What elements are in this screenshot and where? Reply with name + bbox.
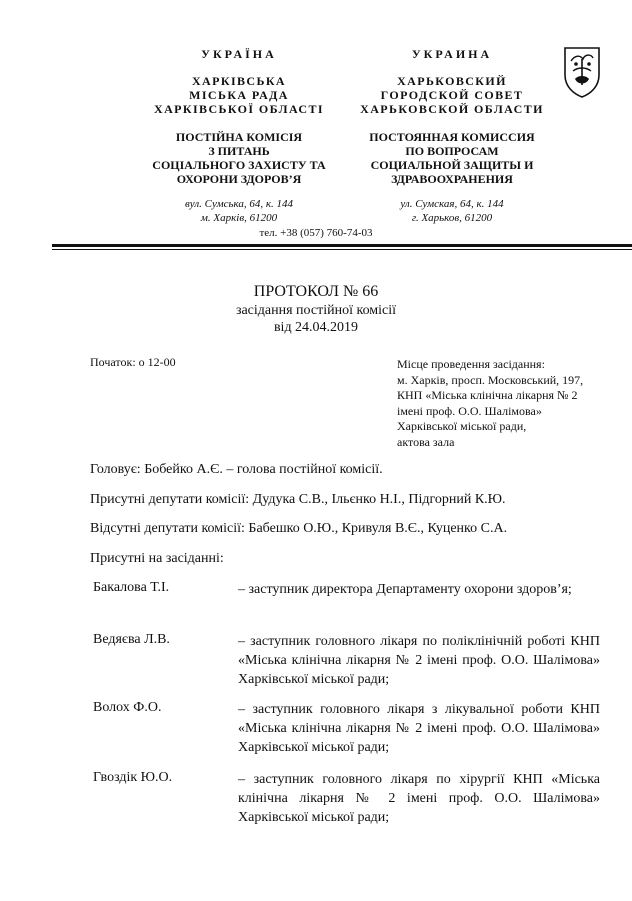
commission-line-4-ru: ЗДРАВООХРАНЕНИЯ <box>391 172 513 186</box>
venue-line-6: актова зала <box>397 434 455 449</box>
absent-deputies-line: Відсутні депутати комісії: Бабешко О.Ю., Кривуля В.Є., Куценко С.А. <box>90 521 508 536</box>
address-ru <box>352 197 552 225</box>
present-deputies-line: Присутні депутати комісії: Дудука С.В., Ільєнко Н.І., Підгорний К.Ю. <box>90 492 506 507</box>
council-line-1-ru: ХАРЬКОВСКИЙ <box>397 74 507 88</box>
commission-line-3-ru: СОЦИАЛЬНОЙ ЗАЩИТЫ И <box>370 158 534 172</box>
venue-line-5: Харківської міської ради, <box>397 419 527 433</box>
commission-line-3-ua: СОЦІАЛЬНОГО ЗАХИСТУ ТА <box>152 158 326 172</box>
address-line-2-ua: м. Харків, 61200 <box>200 212 278 224</box>
phone-number: тел. +38 (057) 760-74-03 <box>259 227 373 239</box>
attendee-name: Ведяєва Л.В. <box>93 632 170 647</box>
attendee-name: Волох Ф.О. <box>93 700 162 715</box>
header-divider-thin <box>52 249 632 250</box>
protocol-date: від 24.04.2019 <box>273 320 359 335</box>
attendee-name: Бакалова Т.І. <box>93 580 170 595</box>
meeting-start-time: Початок: о 12-00 <box>90 355 176 369</box>
commission-line-1-ru: ПОСТОЯННАЯ КОМИССИЯ <box>369 130 535 144</box>
commission-name-ua <box>130 130 348 186</box>
address-line-2-ru: г. Харьков, 61200 <box>411 212 493 224</box>
commission-line-1-ua: ПОСТІЙНА КОМІСІЯ <box>175 130 303 144</box>
country-name-ua: УКРАЇНА <box>201 47 277 61</box>
commission-line-2-ua: З ПИТАНЬ <box>208 144 270 158</box>
commission-line-2-ru: ПО ВОПРОСАМ <box>405 144 499 158</box>
commission-name-ru <box>352 130 552 186</box>
meeting-venue <box>397 357 622 450</box>
city-emblem-icon <box>562 45 602 99</box>
venue-line-3: КНП «Міська клінічна лікарня № 2 <box>397 388 578 402</box>
attendee-role: – заступник головного лікаря з лікувальної роботи КНП «Міська клінічна лікарня № 2 імені проф. О.О. Шалімова» Харківської міської ради; <box>238 702 600 755</box>
attendees-heading: Присутні на засіданні: <box>90 551 224 566</box>
council-line-3-ua: ХАРКІВСЬКОЇ ОБЛАСТІ <box>154 102 324 116</box>
attendee-role: – заступник головного лікаря по хірургії КНП «Міська клінічна лікарня № 2 імені проф. О.О. Шалімова» Харківської міської ради; <box>238 772 600 825</box>
chairperson-line: Головує: Бобейко А.Є. – голова постійної комісії. <box>90 462 383 477</box>
header-left-ukrainian <box>130 47 348 225</box>
council-name-ru <box>352 74 552 116</box>
council-line-2-ru: ГОРОДСКОЙ СОВЕТ <box>380 88 524 102</box>
attendee-role: – заступник головного лікаря по поліклінічній роботі КНП «Міська клінічна лікарня № 2 імені проф. О.О. Шалімова» Харківської міської ради; <box>238 634 600 687</box>
attendee-role: – заступник директора Департаменту охорони здоров’я; <box>238 582 572 597</box>
council-line-1-ua: ХАРКІВСЬКА <box>191 74 286 88</box>
council-line-3-ru: ХАРЬКОВСКОЙ ОБЛАСТИ <box>360 102 544 116</box>
address-ua <box>130 197 348 225</box>
country-name-ru: УКРАИНА <box>411 47 493 61</box>
protocol-subtitle: засідання постійної комісії <box>235 303 397 318</box>
venue-line-2: м. Харків, просп. Московський, 197, <box>397 372 584 387</box>
attendee-name: Гвоздік Ю.О. <box>93 770 173 785</box>
council-name-ua <box>130 74 348 116</box>
header-right-russian <box>352 47 552 225</box>
address-line-1-ua: вул. Сумська, 64, к. 144 <box>184 198 294 210</box>
protocol-title: ПРОТОКОЛ № 66 <box>253 283 379 300</box>
council-line-2-ua: МІСЬКА РАДА <box>189 88 289 102</box>
venue-line-4: імені проф. О.О. Шалімова» <box>397 403 542 418</box>
commission-line-4-ua: ОХОРОНИ ЗДОРОВ’Я <box>176 172 302 186</box>
address-line-1-ru: ул. Сумская, 64, к. 144 <box>400 198 504 210</box>
header-divider-thick <box>52 244 632 247</box>
venue-line-1: Місце проведення засідання: <box>397 357 545 371</box>
